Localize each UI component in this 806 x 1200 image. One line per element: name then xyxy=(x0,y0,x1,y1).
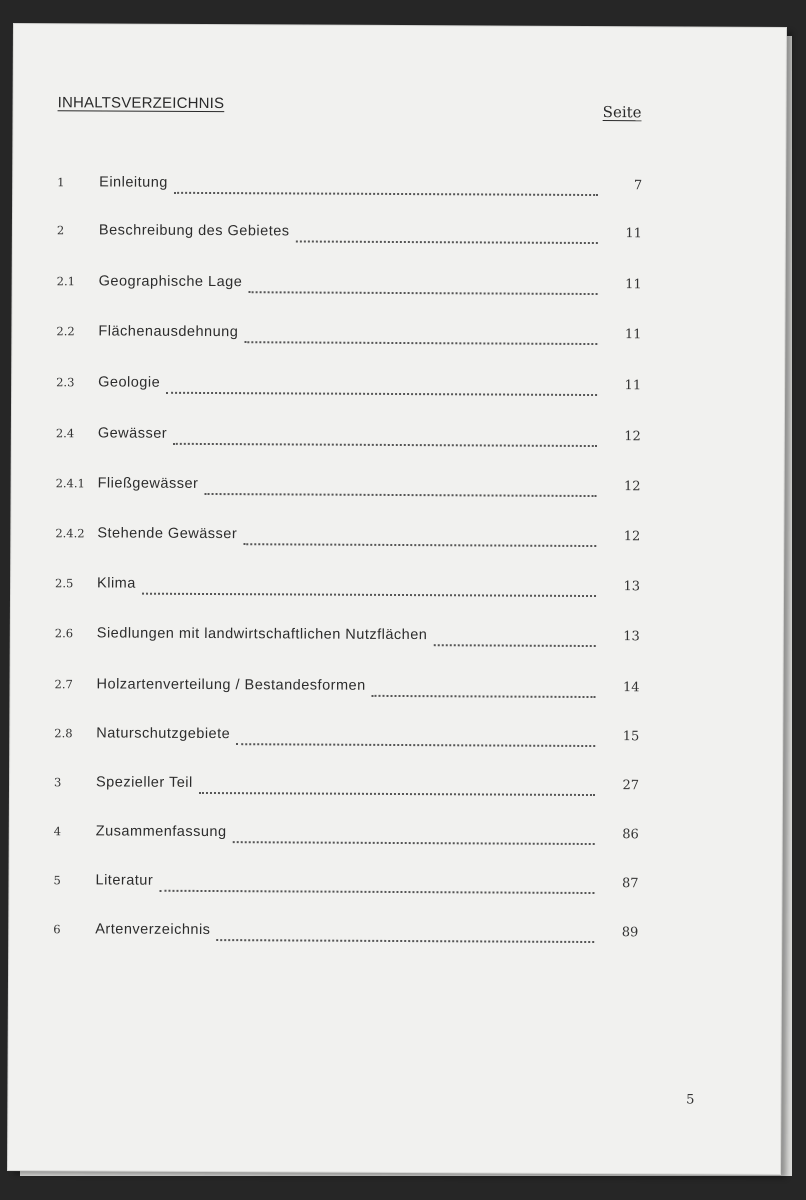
toc-entry-title: Einleitung xyxy=(99,174,168,191)
toc-entry-page: 13 xyxy=(623,629,640,645)
toc-entry xyxy=(56,475,641,500)
toc-entry-number: 2.3 xyxy=(56,375,75,390)
toc-entry xyxy=(56,323,641,348)
toc-entry-title: Holzartenverteilung / Bestandesformen xyxy=(96,676,366,694)
toc-entry-number: 2.7 xyxy=(54,677,73,692)
toc-entry-number: 2.2 xyxy=(56,324,75,339)
toc-entry xyxy=(54,676,639,701)
toc-entry-number: 4 xyxy=(53,824,62,839)
dot-leader xyxy=(433,644,595,647)
toc-entry-title: Klima xyxy=(97,575,136,592)
toc-entry-page: 11 xyxy=(625,226,642,242)
toc-entry xyxy=(55,525,640,550)
dot-leader xyxy=(174,192,598,196)
toc-heading: INHALTSVERZEICHNIS xyxy=(57,94,225,113)
toc-entry-page: 11 xyxy=(624,378,642,394)
toc-entry xyxy=(56,374,641,399)
toc-entry-title: Flächenausdehnung xyxy=(98,323,239,341)
toc-entry-title: Beschreibung des Gebietes xyxy=(98,222,290,240)
toc-entry-title: Artenverzeichnis xyxy=(95,921,211,939)
toc-entry xyxy=(55,625,640,650)
toc-entry-number: 6 xyxy=(53,922,61,937)
toc-entry-number: 2.4 xyxy=(55,426,75,441)
toc-entry-page: 15 xyxy=(622,729,640,745)
toc-entry-title: Literatur xyxy=(95,872,154,889)
dot-leader xyxy=(296,240,598,244)
toc-entry xyxy=(56,425,641,450)
dot-leader xyxy=(166,392,597,396)
toc-entry-number: 2.6 xyxy=(54,626,74,641)
toc-entry-page: 11 xyxy=(624,327,642,343)
toc-entry-number: 5 xyxy=(53,873,61,888)
dot-leader xyxy=(173,443,597,447)
toc-entry xyxy=(53,872,638,897)
toc-entry xyxy=(54,823,639,848)
page-column-label: Seite xyxy=(602,103,642,122)
toc-entry-title: Naturschutzgebiete xyxy=(96,725,231,743)
toc-entry-number: 2.8 xyxy=(54,726,73,741)
toc-entry-title: Stehende Gewässer xyxy=(97,525,238,543)
toc-entry-page: 14 xyxy=(622,680,640,696)
dot-leader xyxy=(233,841,595,845)
dot-leader xyxy=(204,493,596,497)
dot-leader xyxy=(248,291,597,295)
toc-entry xyxy=(57,174,642,199)
dot-leader xyxy=(244,341,597,345)
dot-leader xyxy=(159,890,594,894)
dot-leader xyxy=(372,695,596,698)
toc-entry-title: Spezieller Teil xyxy=(95,774,193,791)
toc-entry-title: Zusammenfassung xyxy=(95,823,227,841)
dot-leader xyxy=(243,543,596,547)
toc-entry-title: Fließgewässer xyxy=(97,475,199,492)
toc-entry xyxy=(57,273,642,298)
toc-entry-page: 87 xyxy=(621,876,639,892)
toc-entry-number: 2.4.2 xyxy=(55,526,85,541)
toc-entry-page: 27 xyxy=(622,778,640,794)
toc-entry-page: 89 xyxy=(621,925,639,941)
dot-leader xyxy=(142,593,596,597)
toc-entry-number: 3 xyxy=(53,775,62,790)
toc-entry-page: 86 xyxy=(622,827,639,843)
toc-entry-title: Gewässer xyxy=(97,425,168,442)
toc-entry-title: Siedlungen mit landwirtschaftlichen Nutzflächen xyxy=(96,625,428,644)
toc-entry-number: 1 xyxy=(57,175,65,190)
toc-entry-page: 12 xyxy=(624,479,641,495)
toc-entry-page: 11 xyxy=(625,277,642,293)
toc-entry-number: 2.4.1 xyxy=(55,476,85,491)
page-number: 5 xyxy=(686,1092,695,1108)
toc-entry-number: 2.1 xyxy=(56,274,75,289)
toc-entry-title: Geographische Lage xyxy=(98,273,243,291)
toc-entry-page: 7 xyxy=(633,178,643,194)
toc-entry-page: 13 xyxy=(623,579,641,595)
toc-entry-page: 12 xyxy=(624,429,641,445)
toc-entry xyxy=(54,774,639,799)
toc-entry-page: 12 xyxy=(623,529,641,545)
dot-leader xyxy=(199,792,595,796)
document-page xyxy=(8,24,786,1174)
toc-entry-number: 2.5 xyxy=(55,576,74,591)
toc-entry xyxy=(54,725,639,750)
toc-entry-title: Geologie xyxy=(98,374,161,391)
toc-entry xyxy=(55,575,640,600)
dot-leader xyxy=(216,939,594,943)
toc-entry xyxy=(53,921,638,946)
toc-entry xyxy=(57,222,642,247)
dot-leader xyxy=(236,743,595,747)
toc-entry-number: 2 xyxy=(56,223,65,238)
